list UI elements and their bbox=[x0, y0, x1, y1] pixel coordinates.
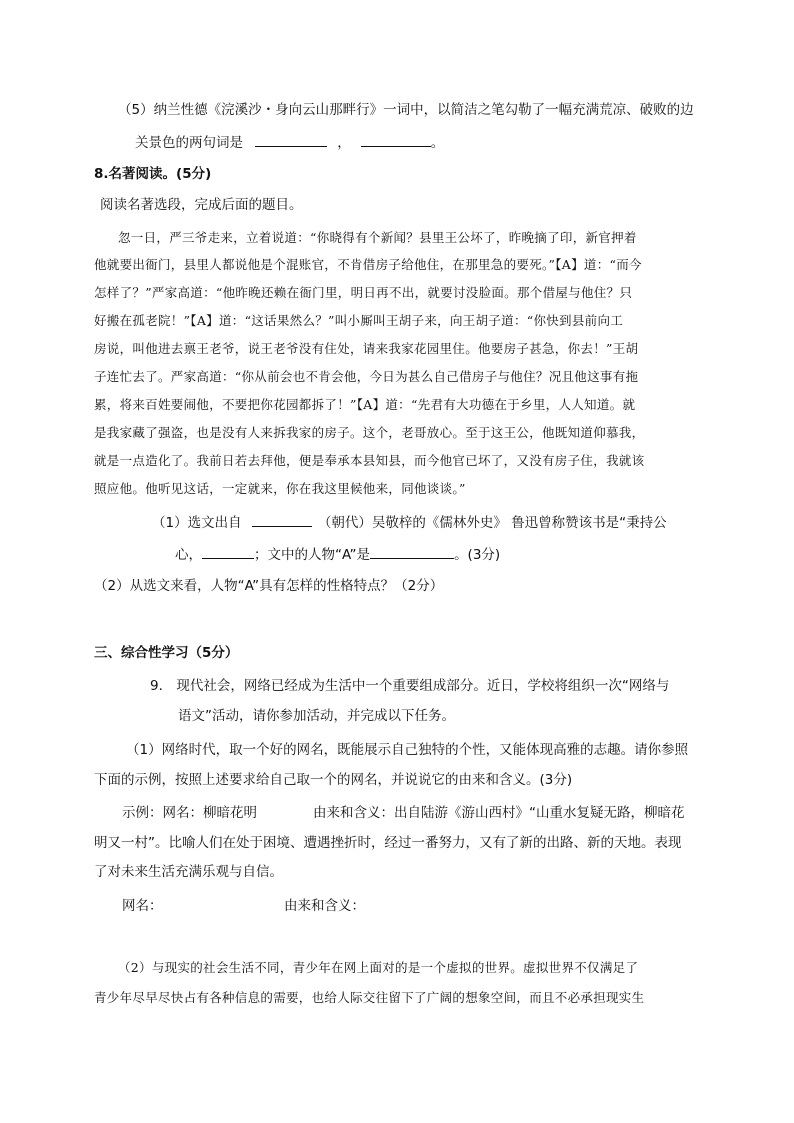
example-label: 示例：网名：柳暗花明 bbox=[122, 805, 257, 821]
example-line2: 明又一村”。比喻人们在处于困境、遭遇挫折时，经过一番努力，又有了新的出路、新的天地。表现 bbox=[94, 835, 682, 851]
passage-line: 照应他。他听见这话，一定就来，你在我这里候他来，同他谈谈。” bbox=[94, 481, 466, 496]
passage-line: 忽一日，严三爷走来，立着说道：“你晓得有个新闻？县里王公坏了，昨晚摘了印，新官押着 bbox=[118, 230, 637, 245]
q8-sub1-line1 bbox=[152, 512, 667, 533]
q5-blank-1[interactable] bbox=[255, 132, 327, 147]
praise-blank[interactable] bbox=[202, 544, 254, 559]
answer-origin-label: 由来和含义： bbox=[284, 898, 365, 914]
passage-line: 房说，叫他进去禀王老爷，说王老爷没有住处，请来我家花园里住。他要房子甚急，你去！”王胡 bbox=[94, 341, 639, 356]
s3-sub2-line2: 青少年尽早尽快占有各种信息的需要，也给人际交往留下了广阔的想象空间，而且不必承担现实生 bbox=[94, 990, 645, 1005]
section3-heading: 三、综合性学习（5分） bbox=[94, 645, 239, 661]
q5-blank-2[interactable] bbox=[361, 132, 431, 147]
passage-line: 他就要出衙门，县里人都说他是个混账官，不肯借房子给他住，在那里急的要死。”【A】道：“而今 bbox=[94, 257, 642, 272]
passage-line: 是我家藏了强盗，也是没有人来拆我家的房子。这个，老哥放心。至于这王公，他既知道仰慕我， bbox=[94, 425, 645, 440]
q8-sub1-text-d: ；文中的人物“A”是 bbox=[254, 547, 371, 563]
example-origin: 由来和含义：出自陆游《游山西村》“山重水复疑无路，柳暗花 bbox=[313, 805, 685, 821]
passage-line: 怎样了？”严家高道：“他昨晚还赖在衙门里，明日再不出，就要讨没脸面。那个借屋与他住？只 bbox=[94, 285, 633, 300]
q8-sub1-text-a: （1）选文出自 bbox=[152, 515, 242, 531]
q8-sub2: （2）从选文来看，人物“A”具有怎样的性格特点？（2分） bbox=[94, 578, 444, 594]
s3-sub1-line1: （1）网络时代，取一个好的网名，既能展示自己独特的个性，又能体现高雅的志趣。请你参照 bbox=[126, 742, 689, 758]
dynasty-blank[interactable] bbox=[252, 512, 312, 527]
q8-intro: 阅读名著选段，完成后面的题目。 bbox=[100, 197, 303, 213]
answer-name-label: 网名： bbox=[122, 898, 163, 914]
example-line3: 了对未来生活充满乐观与自信。 bbox=[94, 864, 283, 880]
s3-sub2-line1: （2）与现实的社会生活不同，青少年在网上面对的是一个虚拟的世界。虚拟世界不仅满足了 bbox=[118, 960, 639, 975]
s3-sub1-line2: 下面的示例，按照上述要求给自己取一个的网名，并说说它的由来和含义。(3分) bbox=[94, 772, 573, 788]
q8-heading: 8.名著阅读。(5分) bbox=[94, 166, 212, 182]
q8-sub1-text-b: （朝代）吴敬梓的《儒林外史》 鲁迅曾称赞该书是“秉持公 bbox=[317, 515, 667, 531]
q9-line1: 9． 现代社会，网络已经成为生活中一个重要组成部分。近日，学校将组织一次“网络与 bbox=[150, 678, 670, 694]
passage-line: 子连忙去了。严家高道：“你从前会也不肯会他，今日为甚么自己借房子与他住？况且他这事有拖 bbox=[94, 369, 639, 384]
q5-end: 。 bbox=[430, 135, 445, 151]
q8-sub1-text-c: 心， bbox=[175, 547, 202, 563]
passage-line: 好搬在孤老院！”【A】道：“这话果然么？”叫小厮叫王胡子来，向王胡子道：“你快到县前向工 bbox=[94, 313, 624, 328]
passage-line: 累，将来百姓要闹他，不要把你花园都拆了！”【A】道：“先君有大功德在于乡里，人人知道。就 bbox=[94, 397, 636, 412]
q5-line1: （5）纳兰性德《浣溪沙・身向云山那畔行》一词中，以简洁之笔勾勒了一幅充满荒凉、破败的边 bbox=[118, 102, 694, 118]
q8-sub1-line2 bbox=[175, 544, 500, 565]
q5-line2-prefix: 关景色的两句词是 bbox=[135, 135, 243, 151]
q9-line2: 语文”活动，请你参加活动，并完成以下任务。 bbox=[178, 708, 455, 724]
passage-line: 就是一点造化了。我前日若去拜他，便是奉承本县知县，而今他官已坏了，又没有房子住，我就该 bbox=[94, 453, 645, 468]
character-blank[interactable] bbox=[370, 544, 454, 559]
q8-sub1-text-e: 。(3分) bbox=[454, 547, 501, 563]
q5-sep: ， bbox=[337, 135, 351, 151]
q5-line2 bbox=[135, 132, 444, 153]
